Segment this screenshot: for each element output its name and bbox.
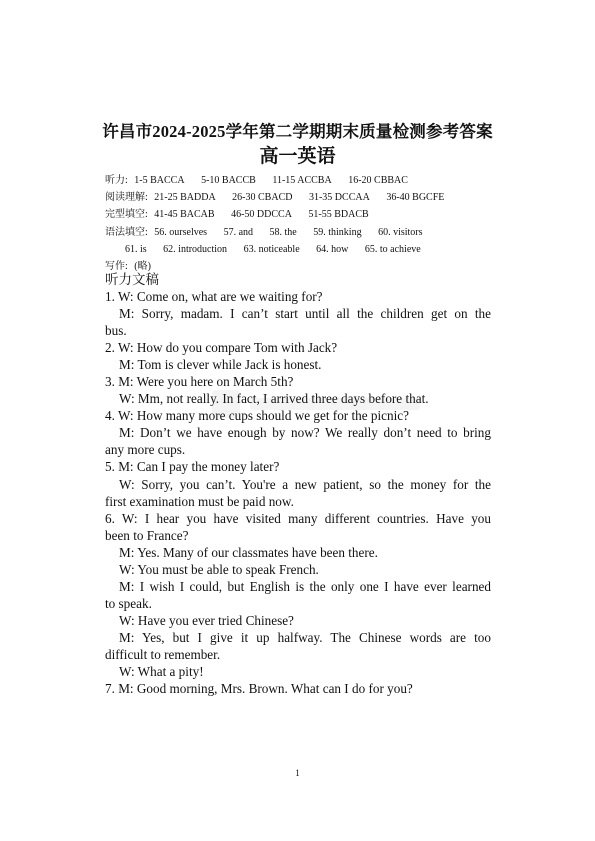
- answer-row-listening: [105, 172, 545, 189]
- answer-item: 63. noticeable: [243, 243, 300, 255]
- listening-label: 听力:: [105, 175, 128, 186]
- transcript-line: to speak.: [105, 595, 152, 611]
- answer-row-cloze: [105, 206, 545, 223]
- answer-item: 65. to achieve: [364, 243, 421, 255]
- answer-item: 59. thinking: [313, 226, 362, 238]
- reading-label: 阅读理解:: [105, 192, 148, 204]
- answer-item: 46-50 DDCCA: [231, 209, 292, 221]
- answer-item: 60. visitors: [378, 226, 423, 238]
- answer-row-reading: [105, 189, 545, 206]
- transcript-line: M: I wish I could, but English is the only one I have ever learned: [119, 578, 491, 594]
- answer-item: 58. the: [269, 226, 297, 238]
- transcript-line: W: What a pity!: [119, 664, 204, 680]
- transcript-line: M: Don’t we have enough by now? We really don’t need to bring: [119, 425, 491, 441]
- answer-item: 5-10 BACCB: [201, 175, 256, 186]
- transcript-line: M: Yes. Many of our classmates have been there.: [119, 544, 378, 560]
- answer-item: 16-20 CBBAC: [348, 175, 408, 186]
- transcript-line: 3. M: Were you here on March 5th?: [105, 374, 294, 390]
- answer-item: 51-55 BDACB: [308, 209, 369, 221]
- answer-item: 41-45 BACAB: [154, 209, 215, 221]
- answer-item: 31-35 DCCAA: [308, 192, 370, 204]
- answer-row-grammar: [105, 224, 545, 241]
- transcript-line: difficult to remember.: [105, 646, 221, 662]
- answer-item: 11-15 ACCBA: [272, 175, 332, 186]
- transcript-line: M: Yes, but I give it up halfway. The Chinese words are too: [119, 629, 491, 645]
- transcript-line: 7. M: Good morning, Mrs. Brown. What can I do for you?: [105, 681, 413, 697]
- transcript-line: W: You must be able to speak French.: [119, 561, 319, 577]
- document-title: 许昌市2024-2025学年第二学期期末质量检测参考答案: [102, 122, 493, 141]
- transcript-line: W: Sorry, you can’t. You're a new patient, so the money for the: [119, 476, 491, 492]
- document-subtitle: 高一英语: [259, 146, 336, 167]
- transcript-body: [105, 288, 491, 697]
- answer-item: 36-40 BGCFE: [386, 192, 445, 204]
- writing-value: (略): [134, 260, 151, 272]
- answer-item: 57. and: [223, 226, 254, 238]
- transcript-line: M: Tom is clever while Jack is honest.: [119, 357, 322, 373]
- answer-item: 26-30 CBACD: [232, 192, 293, 204]
- answer-row-grammar-2: [105, 241, 545, 258]
- transcript-line: 5. M: Can I pay the money later?: [105, 459, 280, 475]
- answer-item: 62. introduction: [163, 243, 228, 255]
- transcript-line: 4. W: How many more cups should we get for the picnic?: [105, 408, 409, 424]
- transcript-line: 1. W: Come on, what are we waiting for?: [105, 289, 323, 304]
- transcript-heading: 听力文稿: [105, 272, 159, 287]
- transcript-line: any more cups.: [105, 442, 186, 458]
- answer-item: 21-25 BADDA: [154, 192, 216, 204]
- answer-item: 56. ourselves: [154, 226, 208, 238]
- transcript-line: bus.: [105, 323, 127, 339]
- writing-label: 写作:: [105, 260, 128, 272]
- answer-key: [105, 172, 545, 275]
- grammar-label: 语法填空:: [105, 226, 148, 238]
- transcript-line: first examination must be paid now.: [105, 493, 294, 509]
- cloze-label: 完型填空:: [105, 209, 148, 221]
- answer-item: 61. is: [125, 243, 147, 255]
- transcript-line: 2. W: How do you compare Tom with Jack?: [105, 340, 338, 356]
- answer-item: 64. how: [316, 243, 349, 255]
- page-number: 1: [295, 768, 300, 778]
- transcript-line: been to France?: [105, 527, 189, 543]
- transcript-line: W: Have you ever tried Chinese?: [119, 612, 294, 628]
- transcript-line: W: Mm, not really. In fact, I arrived three days before that.: [119, 391, 429, 407]
- answer-item: 1-5 BACCA: [134, 175, 185, 186]
- transcript-line: M: Sorry, madam. I can’t start until all the children get on the: [119, 306, 491, 322]
- answer-row-writing: [105, 258, 545, 275]
- transcript-line: 6. W: I hear you have visited many different countries. Have you: [105, 510, 491, 526]
